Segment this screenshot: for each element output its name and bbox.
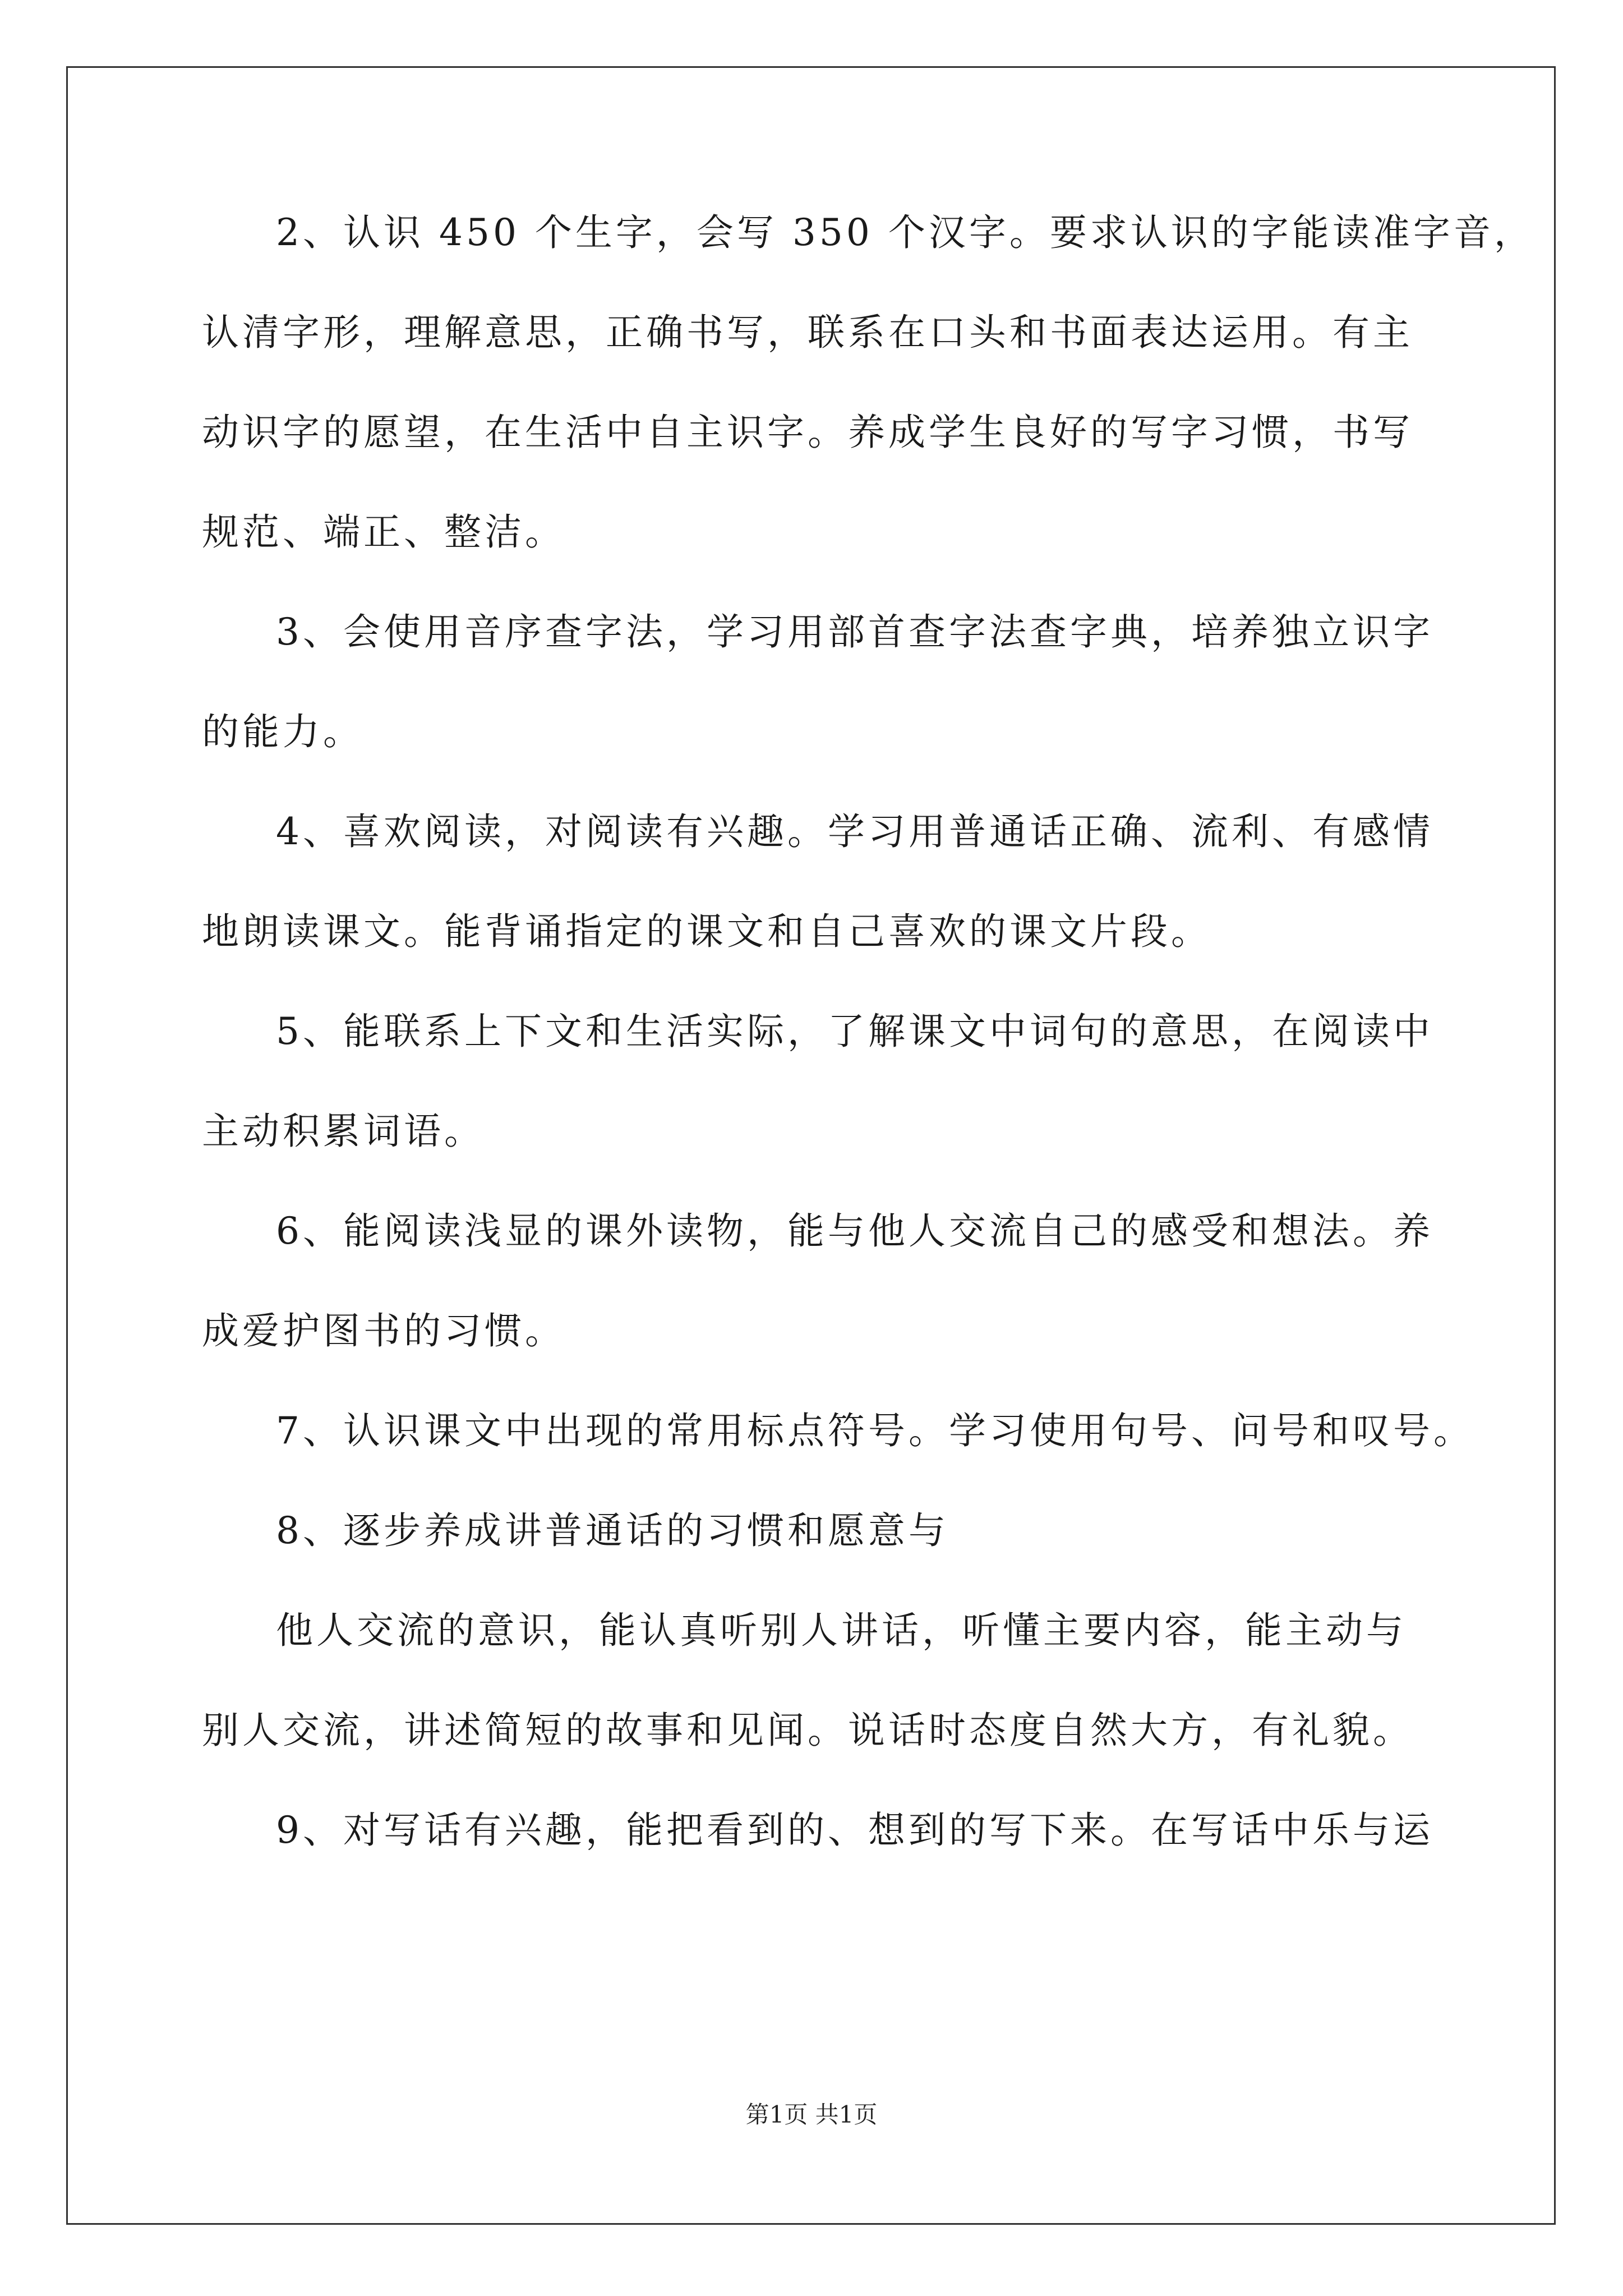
paragraph-5-line-1: 5、能联系上下文和生活实际，了解课文中词句的意思，在阅读中 — [276, 1010, 1433, 1053]
paragraph-2-line-4: 规范、端正、整洁。 — [202, 510, 565, 554]
paragraph-3-line-2: 的能力。 — [202, 710, 363, 753]
paragraph-4-line-2: 地朗读课文。能背诵指定的课文和自己喜欢的课文片段。 — [202, 910, 1211, 953]
paragraph-2-line-3: 动识字的愿望，在生活中自主识字。养成学生良好的写字习惯，书写 — [202, 411, 1413, 454]
page-number-footer: 第1页 共1页 — [745, 2101, 878, 2128]
paragraph-9-line-1: 9、对写话有兴趣，能把看到的、想到的写下来。在写话中乐与运 — [276, 1809, 1433, 1852]
paragraph-5-line-2: 主动积累词语。 — [202, 1110, 485, 1153]
paragraph-2-line-1: 2、认识 450 个生字，会写 350 个汉字。要求认识的字能读准字音， — [276, 211, 1534, 254]
paragraph-6-line-2: 成爱护图书的习惯。 — [202, 1309, 565, 1352]
paragraph-2-line-2: 认清字形，理解意思，正确书写，联系在口头和书面表达运用。有主 — [202, 311, 1413, 354]
paragraph-7-line-1: 7、认识课文中出现的常用标点符号。学习使用句号、问号和叹号。 — [276, 1409, 1474, 1452]
paragraph-4-line-1: 4、喜欢阅读，对阅读有兴趣。学习用普通话正确、流利、有感情 — [276, 810, 1433, 853]
paragraph-8-line-1: 8、逐步养成讲普通话的习惯和愿意与 — [276, 1509, 949, 1552]
paragraph-8-continued-line-2: 别人交流，讲述简短的故事和见闻。说话时态度自然大方，有礼貌。 — [202, 1709, 1413, 1752]
paragraph-8-continued-line-1: 他人交流的意识，能认真听别人讲话，听懂主要内容，能主动与 — [276, 1609, 1407, 1652]
paragraph-3-line-1: 3、会使用音序查字法，学习用部首查字法查字典，培养独立识字 — [276, 610, 1433, 654]
paragraph-6-line-1: 6、能阅读浅显的课外读物，能与他人交流自己的感受和想法。养 — [276, 1209, 1433, 1253]
